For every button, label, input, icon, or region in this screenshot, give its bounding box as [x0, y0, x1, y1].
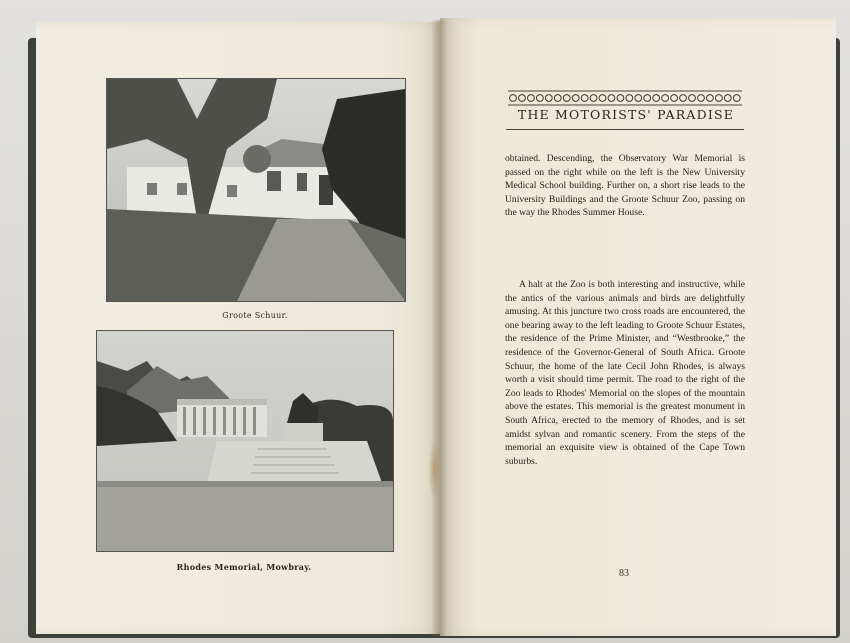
- page-number: 83: [619, 568, 629, 579]
- page-stain: [428, 440, 440, 500]
- photo-groote-schuur: [106, 78, 406, 302]
- running-head: THE MOTORISTS' PARADISE: [517, 107, 735, 122]
- photo-caption-rhodes-memorial: Rhodes Memorial, Mowbray.: [176, 562, 312, 572]
- photo-rhodes-memorial: [96, 330, 394, 552]
- header-ornament: [508, 90, 742, 106]
- book-gutter: [432, 20, 446, 636]
- photo-caption-groote-schuur: Groote Schuur.: [222, 311, 288, 320]
- body-paragraph-2: A halt at the Zoo is both interesting and instructive, while the antics of the various animals and birds are delightfully amusing. At this juncture two cross roads are encountered, the one bearing away to the left leading to Groote Schuur Estates, the residence of the Prime Minister, and “Westbrooke,” the residence of the Governor-General of South Africa. Groote Schuur, the home of the late Cecil John Rhodes, is always worth a visit should time permit. The road to the right of the Zoo leads to Rhodes' Memorial on the slopes of the mountain above the estates. This memorial is the greatest monument in South Africa, erected to the memory of Rhodes, and is set amidst sylvan and romantic scenery. From the steps of the memorial an exquisite view is obtained of the Cape Town suburbs.: [505, 279, 745, 467]
- header-rule: [506, 129, 744, 130]
- body-paragraph-1: obtained. Descending, the Observatory War Memorial is passed on the right while on the left is the New University Medical School building. Further on, a short rise leads to the University Buildings and the Groote Schuur Zoo, passing on the way the Rhodes Summer House.: [505, 153, 745, 219]
